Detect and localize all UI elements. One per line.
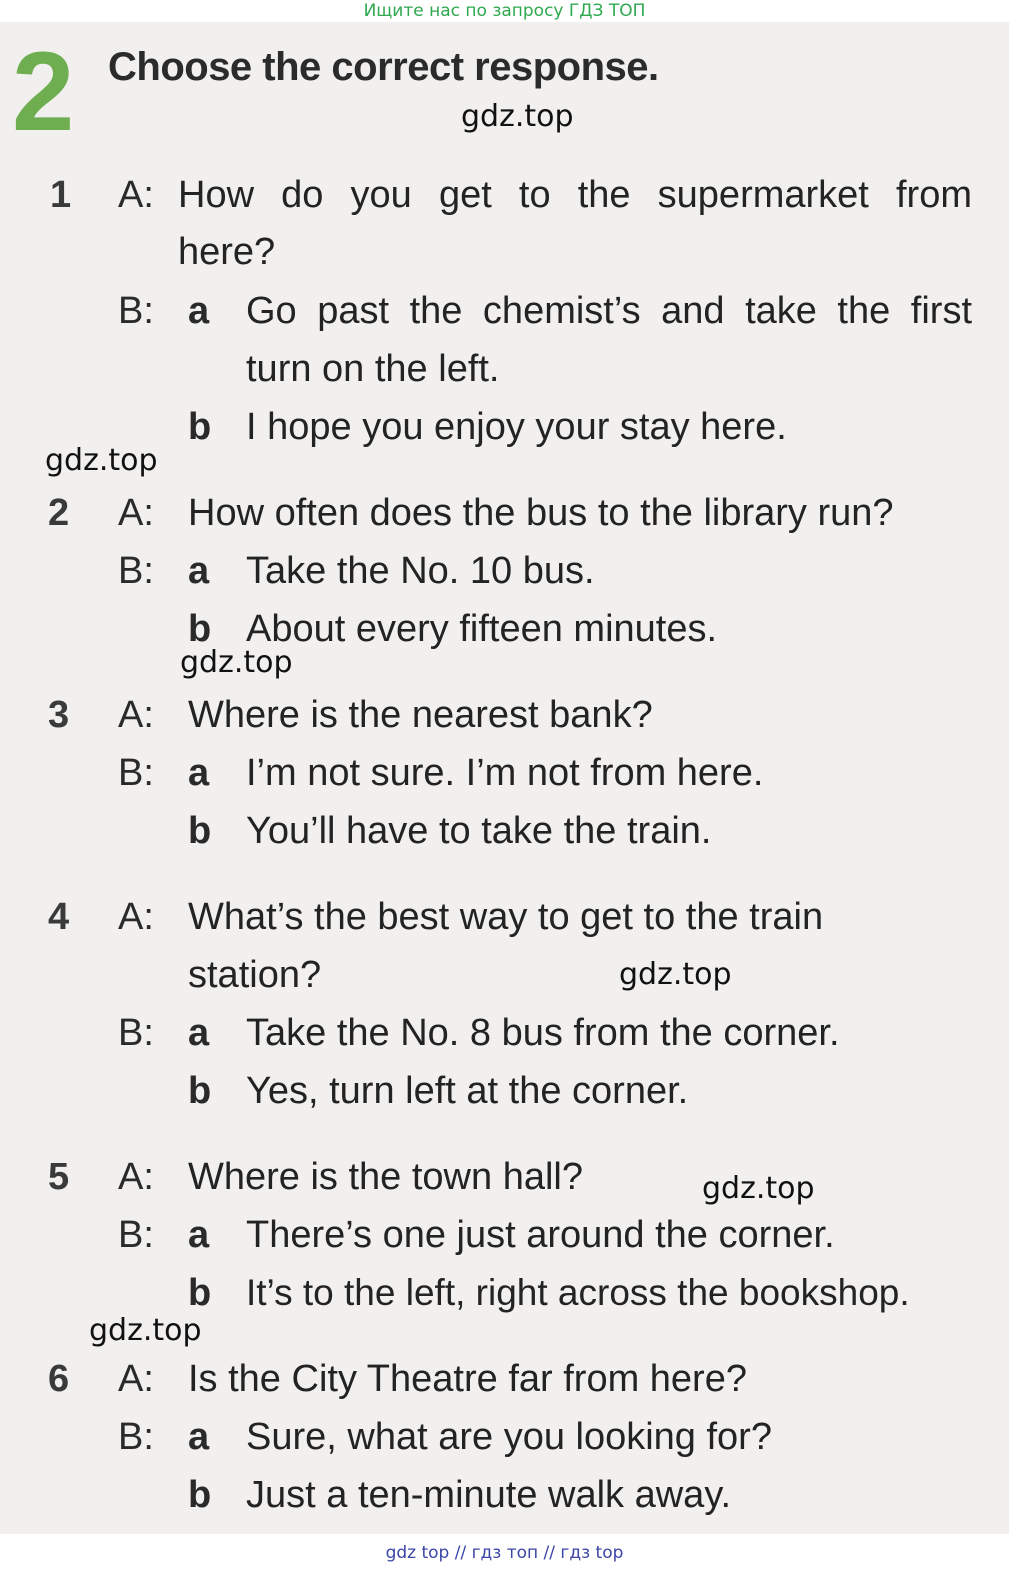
option-b-letter: b (188, 810, 212, 852)
question-text: How often does the bus to the library run? (188, 492, 894, 534)
item-number: 4 (48, 896, 70, 938)
watermark: gdz.top (619, 957, 732, 992)
option-a-letter: a (188, 290, 210, 332)
item-number: 1 (50, 174, 72, 216)
option-b-letter: b (188, 406, 212, 448)
speaker-b-label: B: (118, 550, 154, 592)
item-number: 5 (48, 1156, 70, 1198)
option-a-text: Go past the chemist’s and take the first (246, 290, 972, 332)
exercise-number: 2 (12, 29, 75, 154)
option-a-letter: a (188, 550, 210, 592)
top-banner: Ищите нас по запросу ГДЗ ТОП (363, 1, 646, 21)
watermark: gdz.top (89, 1313, 202, 1348)
option-b-text: Yes, turn left at the corner. (246, 1070, 689, 1112)
speaker-b-label: B: (118, 1214, 154, 1256)
option-a-text: turn on the left. (246, 348, 500, 390)
speaker-b-label: B: (118, 752, 154, 794)
question-text: Where is the nearest bank? (188, 694, 653, 736)
option-b-letter: b (188, 1272, 212, 1314)
option-a-letter: a (188, 1214, 210, 1256)
watermark: gdz.top (702, 1171, 815, 1206)
option-a-text: There’s one just around the corner. (246, 1214, 835, 1256)
option-b-text: You’ll have to take the train. (246, 810, 712, 852)
speaker-a-label: A: (118, 174, 154, 216)
item-number: 3 (48, 694, 70, 736)
option-b-text: It’s to the left, right across the bookshop. (246, 1272, 910, 1313)
watermark: gdz.top (180, 645, 293, 680)
speaker-a-label: A: (118, 1358, 154, 1400)
option-b-letter: b (188, 608, 212, 650)
exercise-title: Choose the correct response. (108, 45, 659, 89)
question-text: here? (178, 231, 276, 273)
option-b-text: Just a ten-minute walk away. (246, 1474, 732, 1516)
option-a-text: I’m not sure. I’m not from here. (246, 752, 764, 794)
option-a-text: Take the No. 10 bus. (246, 550, 595, 592)
option-a-letter: a (188, 752, 210, 794)
item-number: 2 (48, 492, 70, 534)
item-number: 6 (48, 1358, 70, 1400)
question-text: station? (188, 954, 322, 996)
option-a-letter: a (188, 1416, 210, 1458)
speaker-b-label: B: (118, 290, 154, 332)
option-a-text: Take the No. 8 bus from the corner. (246, 1012, 840, 1054)
option-b-text: About every fifteen minutes. (246, 608, 718, 650)
watermark: gdz.top (461, 99, 574, 134)
option-b-letter: b (188, 1070, 212, 1112)
speaker-a-label: A: (118, 492, 154, 534)
question-text: How do you get to the supermarket from (178, 174, 972, 216)
bottom-banner: gdz top // гдз топ // гдз top (385, 1543, 624, 1563)
question-text: Is the City Theatre far from here? (188, 1358, 747, 1400)
option-a-letter: a (188, 1012, 210, 1054)
option-a-text: Sure, what are you looking for? (246, 1416, 772, 1458)
speaker-b-label: B: (118, 1416, 154, 1458)
question-text: Where is the town hall? (188, 1156, 583, 1198)
speaker-a-label: A: (118, 1156, 154, 1198)
speaker-a-label: A: (118, 694, 154, 736)
option-b-letter: b (188, 1474, 212, 1516)
question-text: What’s the best way to get to the train (188, 896, 824, 938)
option-b-text: I hope you enjoy your stay here. (246, 406, 787, 448)
watermark: gdz.top (45, 443, 158, 478)
speaker-b-label: B: (118, 1012, 154, 1054)
speaker-a-label: A: (118, 896, 154, 938)
